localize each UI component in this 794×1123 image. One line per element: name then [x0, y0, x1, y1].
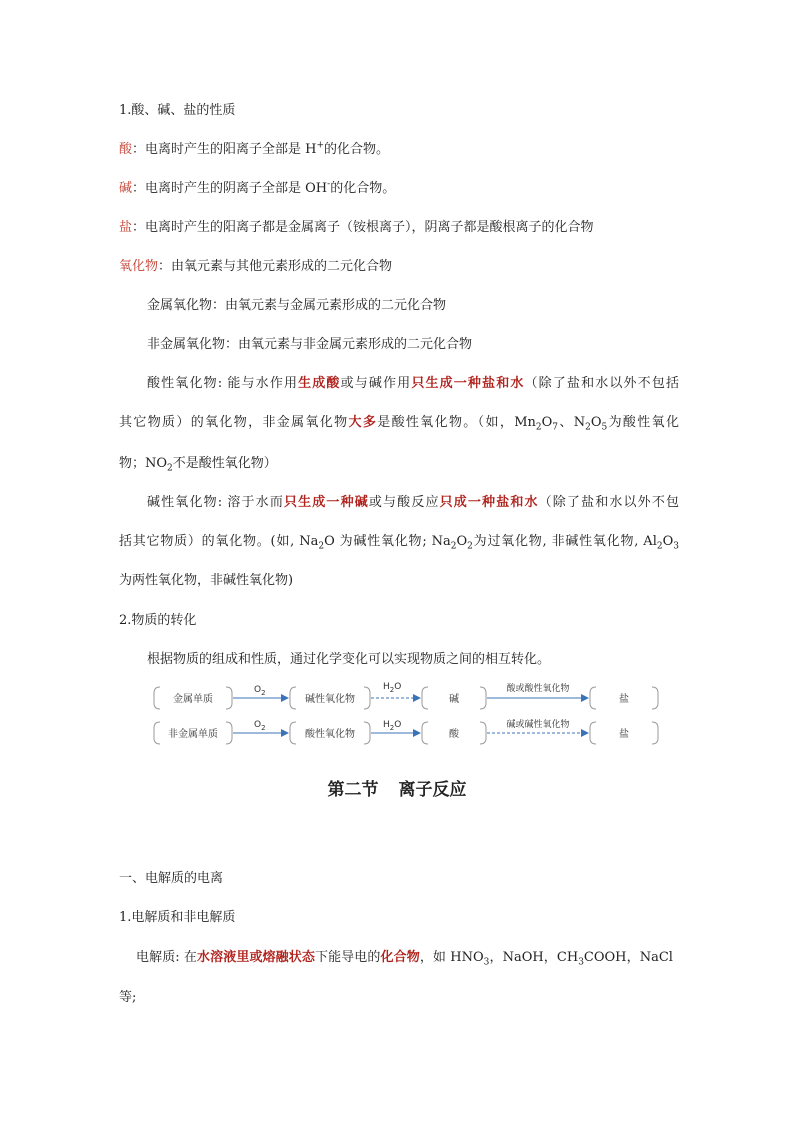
electrolyte-definition-end: 等;: [119, 990, 137, 1005]
subscript: 2: [656, 541, 663, 552]
arrow-label: 碱或碱性氧化物: [506, 720, 570, 730]
node-base: 碱: [449, 694, 459, 705]
highlight: 水溶液里或熔融状态: [197, 950, 315, 965]
diagram-row-2: [154, 718, 658, 744]
text: （除了盐和水以外不包: [538, 495, 679, 510]
subscript: 3: [578, 957, 584, 968]
definition-metal-oxide: 金属氧化物：由氧元素与金属元素形成的二元化合物: [147, 298, 447, 313]
definition-acid: [119, 140, 679, 160]
subscript: 5: [601, 422, 608, 433]
heading-electrolyte: 1.电解质和非电解质: [119, 910, 236, 925]
text: 物；NO: [119, 456, 168, 471]
text: 碱性氧化物: 溶于水而: [147, 495, 284, 510]
text: 电解质: 在: [136, 950, 198, 965]
definition-salt-text: ：电离时产生的阳离子都是金属离子（铵根离子），阴离子都是酸根离子的化合物: [132, 220, 594, 235]
node-acid: 酸: [449, 729, 459, 740]
subscript: 2: [450, 541, 457, 552]
arrow-label: $O_2$: [254, 685, 266, 697]
arrow-label: $O_2$: [254, 720, 266, 732]
heading-acid-base-salt: 1.酸、碱、盐的性质: [119, 103, 236, 118]
term-base: 碱: [119, 181, 133, 196]
highlight: 只生成一种碱: [283, 495, 369, 510]
node-basic-oxide: 碱性氧化物: [305, 694, 355, 705]
node-nonmetal: 非金属单质: [168, 729, 218, 740]
subscript: 2: [467, 541, 473, 552]
text: 其它物质）的氧化物，非金属氧化物: [119, 415, 349, 430]
highlight: 化合物: [380, 950, 420, 965]
chapter-number: 第二节: [327, 780, 379, 800]
node-metal: 金属单质: [173, 694, 213, 705]
text: 下能导电的: [314, 950, 381, 965]
text: 或与酸反应: [368, 495, 440, 510]
subscript: 7: [552, 422, 559, 433]
text: 括其它物质）的氧化物。(如, Na: [119, 534, 319, 549]
text: O: [541, 415, 553, 430]
text: COOH，NaCl: [583, 950, 673, 965]
acidic-oxide-line1: [147, 374, 679, 394]
subscript: 2: [318, 541, 325, 552]
text: ，NaOH，CH: [489, 950, 579, 965]
chapter-name: 离子反应: [398, 780, 467, 800]
text: 为酸性氧化: [607, 415, 679, 430]
definition-oxide: [119, 257, 679, 277]
text: 或与碱作用: [340, 376, 412, 391]
text: 是酸性氧化物。（如，Mn: [377, 415, 536, 430]
electrolyte-definition: [136, 948, 673, 968]
arrow-label: $H_2O$: [383, 720, 402, 732]
definition-salt: [119, 218, 679, 238]
conversion-intro: 根据物质的组成和性质，通过化学变化可以实现物质之间的相互转化。: [147, 652, 551, 667]
basic-oxide-line2: [119, 532, 679, 552]
definition-acid-text: ：电离时产生的阳离子全部是 H: [132, 142, 317, 157]
text: 酸性氧化物: 能与水作用: [147, 376, 299, 391]
arrow-label: $H_2O$: [383, 682, 402, 694]
node-acidic-oxide: 酸性氧化物: [305, 729, 355, 740]
text: O: [662, 534, 674, 549]
highlight: 生成酸: [298, 376, 341, 391]
text: （除了盐和水以外不包括: [524, 376, 679, 391]
heading-conversion: 2.物质的转化: [119, 613, 197, 628]
term-acid: 酸: [119, 142, 133, 157]
node-salt: 盐: [619, 729, 629, 740]
definition-base: [119, 179, 679, 199]
basic-oxide-line1: [147, 493, 679, 513]
subscript: 3: [483, 957, 490, 968]
superscript: +: [316, 140, 325, 151]
basic-oxide-line3: 为两性氧化物，非碱性氧化物): [119, 573, 294, 588]
highlight: 大多: [348, 415, 378, 430]
term-salt: 盐: [119, 220, 133, 235]
acidic-oxide-line3: [119, 454, 679, 474]
definition-acid-tail: 的化合物。: [324, 142, 390, 157]
conversion-diagram: [150, 680, 670, 752]
text: ，如 HNO: [419, 950, 484, 965]
definition-base-text: ：电离时产生的阴离子全部是 OH: [132, 181, 328, 196]
subscript: 2: [535, 422, 542, 433]
subscript: 3: [673, 541, 679, 552]
term-oxide: 氧化物: [119, 259, 159, 274]
diagram-row-1: [154, 682, 658, 709]
definition-oxide-text: ：由氧元素与其他元素形成的二元化合物: [158, 259, 393, 274]
arrow-label: 酸或酸性氧化物: [506, 684, 570, 694]
definition-nonmetal-oxide: 非金属氧化物：由氧元素与非金属元素形成的二元化合物: [147, 337, 473, 352]
subscript: 2: [167, 463, 173, 474]
text: 为过氧化物, 非碱性氧化物, Al: [472, 534, 657, 549]
acidic-oxide-line2: [119, 413, 679, 433]
definition-base-tail: 的化合物。: [330, 181, 396, 196]
heading-ionization: 一、电解质的电离: [119, 871, 224, 886]
text: O: [590, 415, 602, 430]
superscript: -: [327, 179, 331, 190]
text: O 为碱性氧化物; Na: [324, 534, 451, 549]
highlight: 只生成一种盐和水: [411, 376, 525, 391]
node-salt: 盐: [619, 694, 629, 705]
chapter-title: [0, 778, 794, 802]
text: 不是酸性氧化物）: [172, 456, 277, 471]
highlight: 只成一种盐和水: [439, 495, 539, 510]
subscript: 2: [585, 422, 591, 433]
text: O: [456, 534, 468, 549]
text: 、N: [558, 415, 586, 430]
